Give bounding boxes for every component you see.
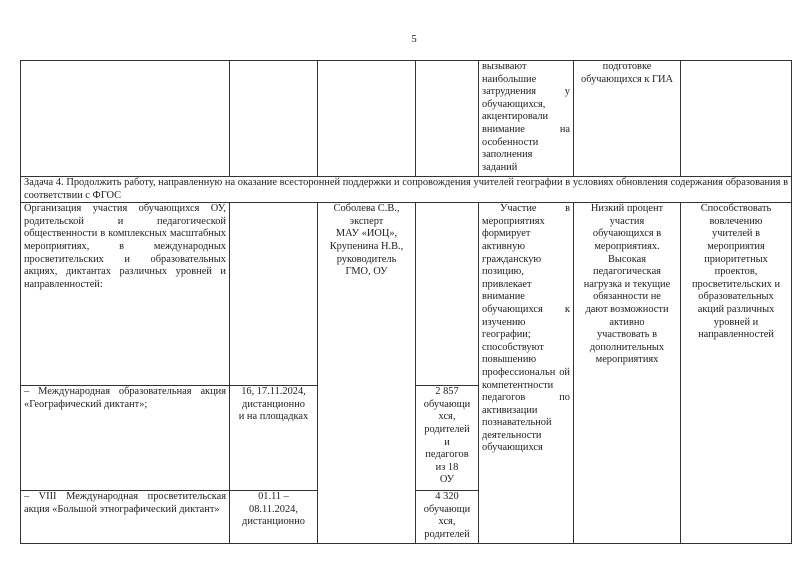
participants-line: ОУ bbox=[439, 474, 455, 486]
participants-line: хся, bbox=[438, 411, 456, 423]
participants-line: хся, bbox=[438, 516, 456, 528]
dates-line: дистанционно bbox=[242, 398, 305, 410]
problems-line: дают возможности bbox=[585, 303, 669, 315]
participants-line: 4 320 bbox=[435, 491, 459, 503]
problems-line: мероприятиях bbox=[595, 354, 659, 366]
proposals-line: уровней и bbox=[713, 316, 759, 328]
activity-title: Организация участия обучающихся ОУ, родительской и педагогической общественности в комплексных масштабных мероприятиях, в международных просветительских и образовательных акциях, диктантах различных уровней и направленностей: bbox=[21, 203, 230, 386]
result-cell: Участие в мероприятиях формирует активную гражданскую позицию, привлекает внимание обучающихся к изучению географии; способствуют повышению профессиональн ой компетентности педагогов по активизации познавательной деятельности обучающихся bbox=[479, 203, 574, 544]
proposals-line: просветительских и bbox=[691, 278, 781, 290]
sub-item-participants bbox=[416, 386, 479, 491]
page-number: 5 bbox=[411, 33, 417, 45]
problems-line: мероприятиях. bbox=[594, 240, 660, 252]
responsible-line: Соболева С.В., bbox=[333, 203, 400, 215]
participants-line: обучающи bbox=[423, 503, 471, 515]
cell-empty bbox=[416, 203, 479, 386]
continuation-row bbox=[21, 61, 792, 177]
responsible-line: руководитель bbox=[336, 253, 397, 265]
problems-line: активно bbox=[609, 316, 645, 328]
problems-line: дополнительных bbox=[589, 341, 665, 353]
cell-empty bbox=[416, 61, 479, 177]
problems-line: участия bbox=[609, 215, 645, 227]
proposals-line: Способствовать bbox=[700, 203, 772, 215]
responsible-line: эксперт bbox=[349, 215, 384, 227]
participants-line: 2 857 bbox=[435, 386, 459, 398]
problems-line: нагрузка и текущие bbox=[583, 278, 671, 290]
problems-line: Высокая bbox=[607, 253, 646, 265]
participants-line: родителей bbox=[424, 423, 470, 435]
participants-line: обучающи bbox=[423, 398, 471, 410]
proposals-line: проектов, bbox=[714, 266, 758, 278]
participants-line: из 18 bbox=[435, 461, 459, 473]
dates-line: дистанционно bbox=[242, 516, 305, 528]
proposals-line: учителей в bbox=[712, 228, 760, 240]
cell-empty bbox=[230, 61, 318, 177]
problems-continuation-cell: подготовке обучающихся к ГИА bbox=[574, 61, 681, 177]
proposals-cell bbox=[681, 203, 792, 544]
problems-line: участвовать в bbox=[596, 329, 658, 341]
cell-empty bbox=[230, 203, 318, 386]
proposals-line: акций различных bbox=[697, 303, 775, 315]
proposals-line: направленностей bbox=[698, 329, 774, 341]
sub-item-name: – VIII Международная просветительская акция «Большой этнографический диктант» bbox=[21, 491, 230, 544]
proposals-line: приоритетных bbox=[704, 253, 768, 265]
responsible-line: Крупенина Н.В., bbox=[329, 240, 404, 252]
responsible-line: МАУ «ИОЦ», bbox=[335, 228, 398, 240]
sub-item-participants bbox=[416, 491, 479, 544]
dates-line: и на площадках bbox=[238, 411, 309, 423]
sub-item-name: – Международная образовательная акция «Географический диктант»; bbox=[21, 386, 230, 491]
sub-item-dates bbox=[230, 386, 318, 491]
sub-item-dates bbox=[230, 491, 318, 544]
problems-line: педагогическая bbox=[593, 266, 661, 278]
activity-row bbox=[21, 203, 792, 386]
proposals-line: образовательных bbox=[698, 291, 774, 303]
responsible-cell bbox=[318, 203, 416, 544]
cell-empty bbox=[21, 61, 230, 177]
result-continuation-cell: вызывают наибольшие затруднения у обучающихся, акцентировали внимание на особенности заполнения заданий bbox=[479, 61, 574, 177]
report-table bbox=[20, 60, 792, 544]
problems-line: обязанности не bbox=[593, 291, 661, 303]
problems-line: Низкий процент bbox=[590, 203, 664, 215]
proposals-line: вовлечению bbox=[709, 215, 763, 227]
task-heading: Задача 4. Продолжить работу, направленную на оказание всесторонней поддержки и сопровождения учителей географии в условиях обновления содержания образования в соответствии с ФГОС bbox=[21, 177, 792, 203]
responsible-line: ГМО, ОУ bbox=[345, 266, 388, 278]
dates-line: 08.11.2024, bbox=[249, 503, 298, 515]
problems-cell bbox=[574, 203, 681, 544]
task-row bbox=[21, 177, 792, 203]
cell-empty bbox=[681, 61, 792, 177]
problems-line: обучающихся в bbox=[592, 228, 662, 240]
dates-line: 16, 17.11.2024, bbox=[241, 386, 306, 398]
participants-line: педагогов bbox=[425, 449, 469, 461]
participants-line: родителей bbox=[424, 528, 470, 540]
cell-empty bbox=[318, 61, 416, 177]
participants-line: и bbox=[444, 436, 450, 448]
dates-line: 01.11 – bbox=[258, 491, 289, 503]
proposals-line: мероприятия bbox=[707, 240, 765, 252]
